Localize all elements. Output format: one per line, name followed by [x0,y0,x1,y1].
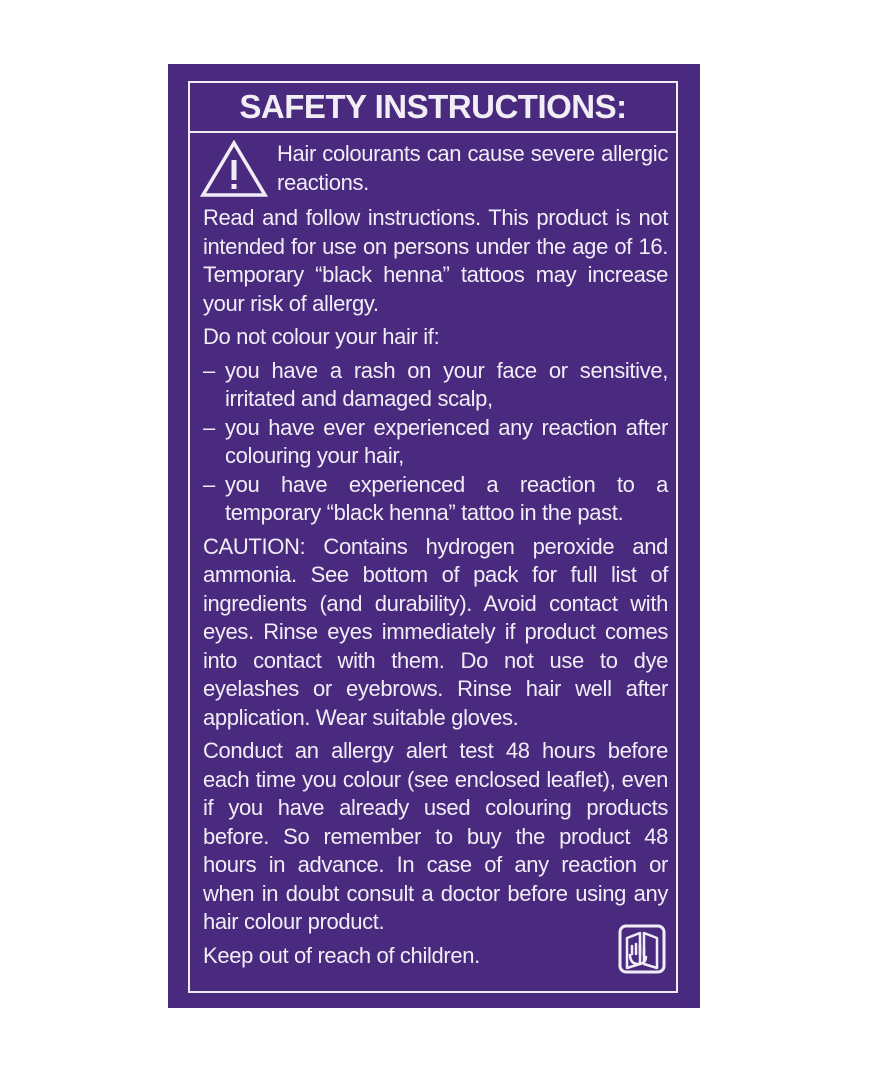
list-item [203,357,668,414]
children-warning: Keep out of reach of children. [203,942,480,968]
caution-paragraph: CAUTION: Contains hydrogen peroxide and ammonia. See bottom of pack for full list of ingredients (and durability). Avoid contact with eyes. Rinse eyes immediately if product comes into contact with them. Do not use to dye eyelashes or eyebrows. Rinse hair well after application. Wear suitable gloves. [203,533,668,730]
safety-title: SAFETY INSTRUCTIONS: [188,81,678,133]
conditions-list [203,357,668,528]
condition-text: you have a rash on your face or sensitive, irritated and damaged scalp, [225,357,668,411]
allergy-warning [203,140,668,200]
list-marker: – [203,357,215,383]
instructions-body [203,140,668,975]
list-marker: – [203,471,215,497]
leaflet-hand-icon [618,924,666,974]
condition-text: you have ever experienced any reaction after colouring your hair, [225,414,668,468]
do-not-colour-heading: Do not colour your hair if: [203,324,440,349]
allergy-warning-text: Hair colourants can cause severe allergic reactions. [277,141,668,195]
allergy-test-paragraph: Conduct an allergy alert test 48 hours before each time you colour (see enclosed leaflet), even if you have already used colouring products before. So remember to buy the product 48 hours in advance. In case of any reaction or when in doubt consult a doctor before using any hair colour product. [203,738,668,934]
list-item [203,471,668,528]
warning-triangle-icon [200,140,268,198]
intro-paragraph: Read and follow instructions. This product is not intended for use on persons under the age of 16. Temporary “black henna” tattoos may increase your risk of allergy. [203,205,668,316]
list-marker: – [203,414,215,440]
condition-text: you have experienced a reaction to a temporary “black henna” tattoo in the past. [225,471,668,525]
list-item [203,414,668,471]
